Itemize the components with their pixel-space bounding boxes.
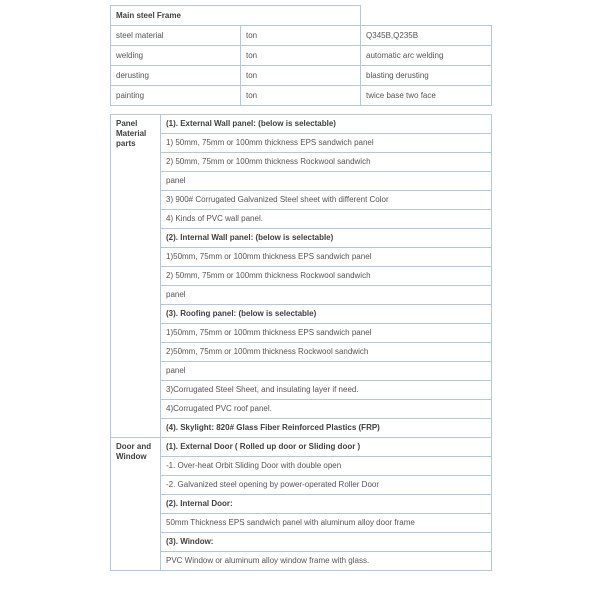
unit-cell: ton <box>241 86 361 106</box>
panel-material-section-label: Panel Material parts <box>111 115 161 438</box>
spec-row-cell: 1)50mm, 75mm or 100mm thickness EPS sandwich panel <box>161 248 492 267</box>
table-header-row <box>111 6 492 26</box>
spec-row-cell: 2)50mm, 75mm or 100mm thickness Rockwool sandwich <box>161 343 492 362</box>
value-cell: automatic arc welding <box>361 46 492 66</box>
item-cell: derusting <box>111 66 241 86</box>
value-cell: twice base two face <box>361 86 492 106</box>
table-row <box>111 419 492 438</box>
table-row <box>111 400 492 419</box>
table-row <box>111 86 492 106</box>
main-steel-frame-header: Main steel Frame <box>111 6 361 26</box>
spec-row-cell: 1)50mm, 75mm or 100mm thickness EPS sandwich panel <box>161 324 492 343</box>
spec-row-cell: 50mm Thickness EPS sandwich panel with aluminum alloy door frame <box>161 514 492 533</box>
table-row <box>111 153 492 172</box>
item-cell: steel material <box>111 26 241 46</box>
spec-row-cell: 2) 50mm, 75mm or 100mm thickness Rockwool sandwich <box>161 153 492 172</box>
spec-row-cell: -2. Galvanized steel opening by power-operated Roller Door <box>161 476 492 495</box>
item-cell: painting <box>111 86 241 106</box>
table-row <box>111 438 492 457</box>
unit-cell: ton <box>241 66 361 86</box>
table-row <box>111 533 492 552</box>
unit-cell: ton <box>241 26 361 46</box>
unit-cell: ton <box>241 46 361 66</box>
spec-row-cell: (1). External Door ( Rolled up door or Sliding door ) <box>161 438 492 457</box>
table-row <box>111 457 492 476</box>
spec-row-cell: panel <box>161 286 492 305</box>
table-row <box>111 286 492 305</box>
table-row <box>111 46 492 66</box>
table-row <box>111 362 492 381</box>
spec-row-cell: PVC Window or aluminum alloy window frame with glass. <box>161 552 492 571</box>
table-row <box>111 514 492 533</box>
value-cell: Q345B,Q235B <box>361 26 492 46</box>
spec-row-cell: 1) 50mm, 75mm or 100mm thickness EPS sandwich panel <box>161 134 492 153</box>
spec-row-cell: panel <box>161 362 492 381</box>
table-row <box>111 305 492 324</box>
spec-row-cell: -1. Over-heat Orbit Sliding Door with double open <box>161 457 492 476</box>
panel-and-door-spec-table <box>110 114 492 571</box>
table-row <box>111 381 492 400</box>
table-row <box>111 229 492 248</box>
spec-row-cell: (2). Internal Wall panel: (below is selectable) <box>161 229 492 248</box>
item-cell: welding <box>111 46 241 66</box>
door-window-section-label: Door and Window <box>111 438 161 571</box>
spec-row-cell: panel <box>161 172 492 191</box>
table-row <box>111 267 492 286</box>
spec-row-cell: (3). Window: <box>161 533 492 552</box>
table-row <box>111 172 492 191</box>
table-row <box>111 324 492 343</box>
spec-row-cell: (2). Internal Door: <box>161 495 492 514</box>
table-row <box>111 343 492 362</box>
table-row <box>111 26 492 46</box>
table-row <box>111 495 492 514</box>
spec-row-cell: 4)Corrugated PVC roof panel. <box>161 400 492 419</box>
spec-row-cell: (1). External Wall panel: (below is selectable) <box>161 115 492 134</box>
table-row <box>111 191 492 210</box>
spec-row-cell: 3)Corrugated Steel Sheet, and insulating layer if need. <box>161 381 492 400</box>
spec-row-cell: (4). Skylight: 820# Glass Fiber Reinforced Plastics (FRP) <box>161 419 492 438</box>
value-cell: blasting derusting <box>361 66 492 86</box>
table-row <box>111 248 492 267</box>
table-row <box>111 66 492 86</box>
table-row <box>111 476 492 495</box>
spec-row-cell: (3). Roofing panel: (below is selectable) <box>161 305 492 324</box>
table-row <box>111 115 492 134</box>
main-steel-frame-table <box>110 5 492 106</box>
spec-row-cell: 4) Kinds of PVC wall panel. <box>161 210 492 229</box>
spec-row-cell: 2) 50mm, 75mm or 100mm thickness Rockwool sandwich <box>161 267 492 286</box>
table-row <box>111 134 492 153</box>
spec-row-cell: 3) 900# Corrugated Galvanized Steel sheet with different Color <box>161 191 492 210</box>
table-row <box>111 210 492 229</box>
empty-cell <box>361 6 492 26</box>
table-row <box>111 552 492 571</box>
